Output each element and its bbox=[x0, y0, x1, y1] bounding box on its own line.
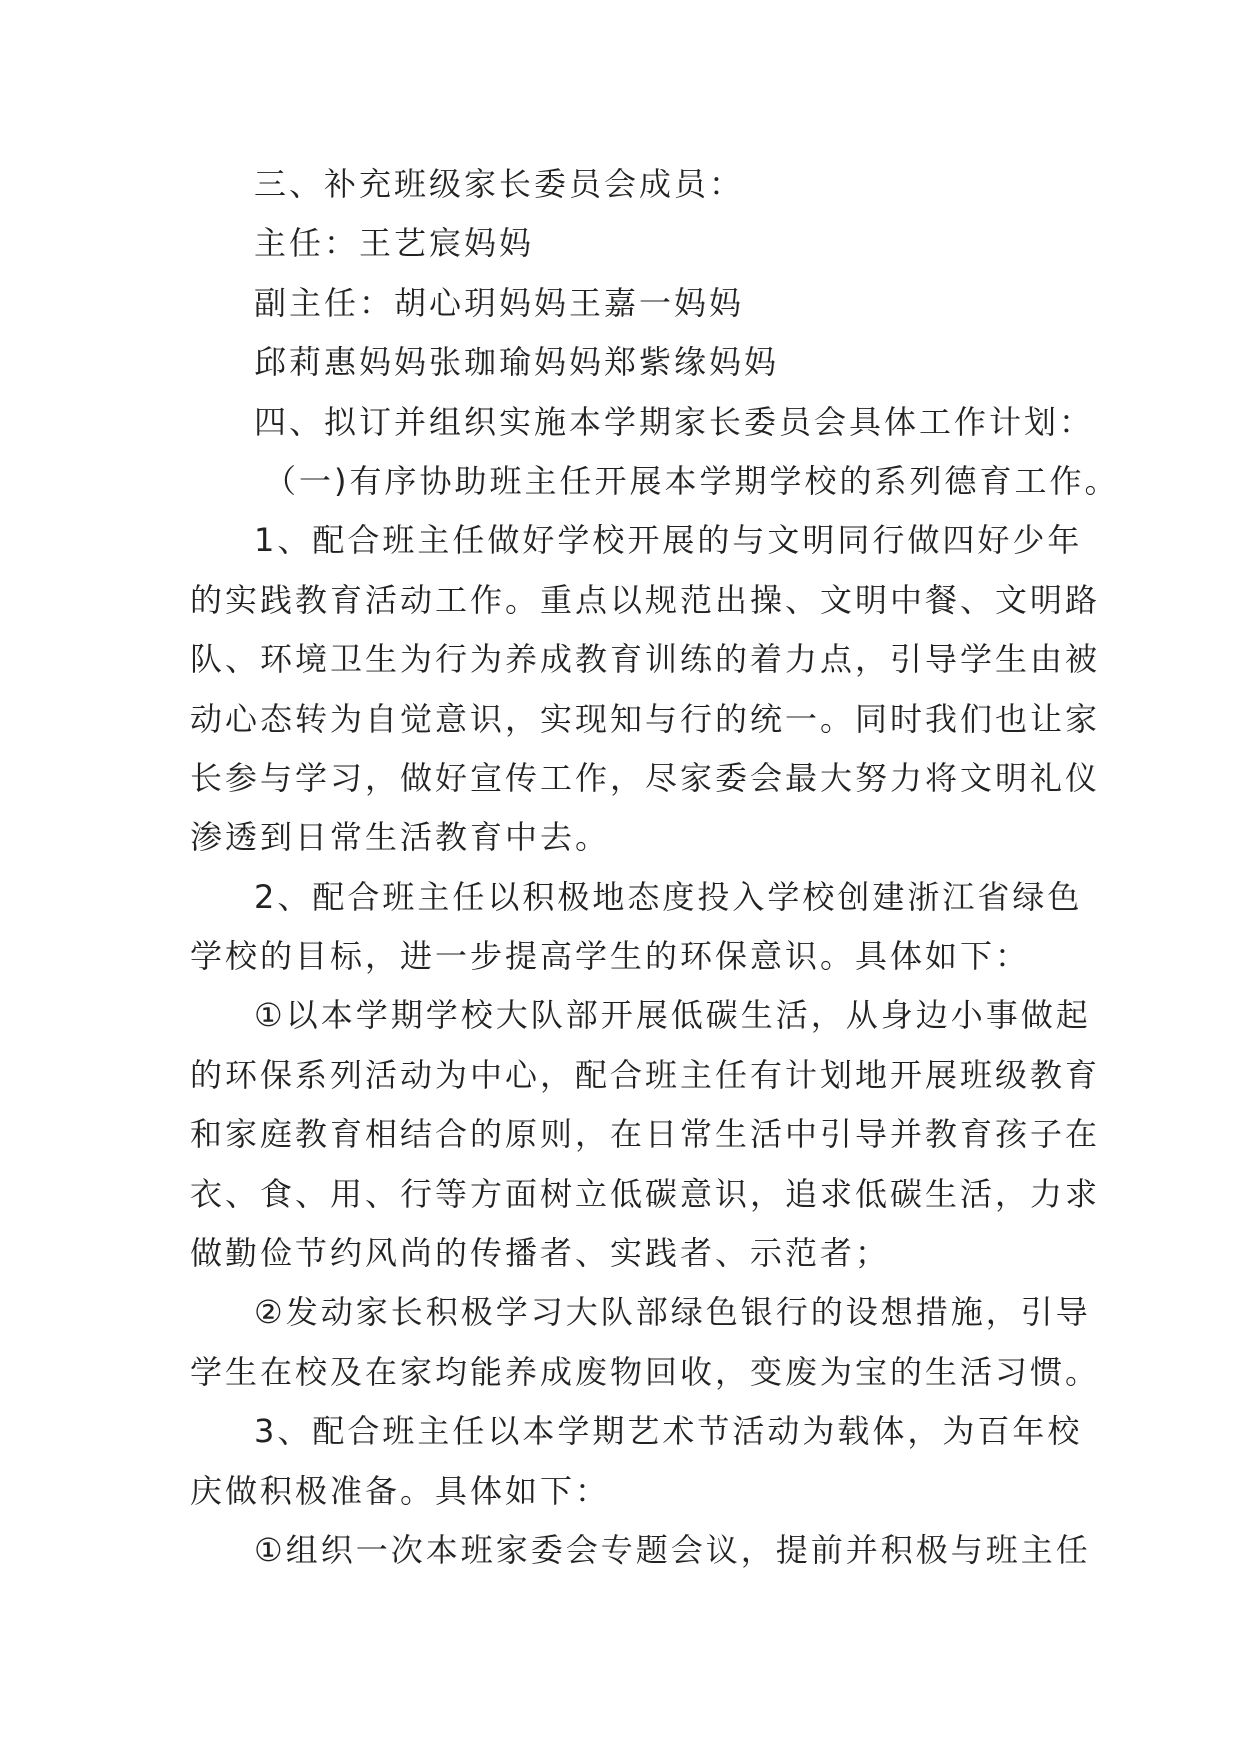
section-heading-4: 四、拟订并组织实施本学期家长委员会具体工作计划： bbox=[254, 402, 1095, 441]
paragraph-line: ①组织一次本班家委会专题会议，提前并积极与班主任 bbox=[254, 1530, 1091, 1569]
section-heading-3: 三、补充班级家长委员会成员： bbox=[254, 165, 745, 203]
director-line: 主任：王艺宸妈妈 bbox=[254, 224, 535, 263]
paragraph-line: 动心态转为自觉意识，实现知与行的统一。同时我们也让家 bbox=[190, 699, 1101, 738]
paragraph-line: 和家庭教育相结合的原则，在日常生活中引导并教育孩子在 bbox=[190, 1115, 1101, 1154]
vice-director-line: 副主任：胡心玥妈妈王嘉一妈妈 bbox=[254, 283, 745, 322]
paragraph-line: 的实践教育活动工作。重点以规范出操、文明中餐、文明路 bbox=[190, 580, 1101, 619]
paragraph-line: 的环保系列活动为中心，配合班主任有计划地开展班级教育 bbox=[190, 1055, 1101, 1094]
paragraph-line: 学生在校及在家均能养成废物回收，变废为宝的生活习惯。 bbox=[190, 1352, 1101, 1391]
paragraph-line: 长参与学习，做好宣传工作，尽家委会最大努力将文明礼仪 bbox=[190, 758, 1101, 797]
paragraph-line: 做勤俭节约风尚的传播者、实践者、示范者； bbox=[190, 1234, 891, 1273]
paragraph-line: 衣、食、用、行等方面树立低碳意识，追求低碳生活，力求 bbox=[190, 1174, 1101, 1213]
paragraph-line: 1、配合班主任做好学校开展的与文明同行做四好少年 bbox=[254, 521, 1083, 560]
paragraph-line: ①以本学期学校大队部开展低碳生活，从身边小事做起 bbox=[254, 996, 1091, 1035]
paragraph-line: 2、配合班主任以积极地态度投入学校创建浙江省绿色 bbox=[254, 877, 1083, 916]
document-page bbox=[190, 155, 1120, 1580]
paragraph-line: ②发动家长积极学习大队部绿色银行的设想措施，引导 bbox=[254, 1293, 1091, 1332]
members-line: 邱莉惠妈妈张珈瑜妈妈郑紫缘妈妈 bbox=[254, 343, 780, 382]
paragraph-line: 队、环境卫生为行为养成教育训练的着力点，引导学生由被 bbox=[190, 640, 1101, 679]
paragraph-line: 庆做积极准备。具体如下： bbox=[190, 1471, 611, 1510]
paragraph-line: 3、配合班主任以本学期艺术节活动为载体，为百年校 bbox=[254, 1412, 1083, 1451]
subsection-heading-1: （一)有序协助班主任开展本学期学校的系列德育工作。 bbox=[264, 461, 1120, 500]
paragraph-line: 学校的目标，进一步提高学生的环保意识。具体如下： bbox=[190, 937, 1031, 976]
paragraph-line: 渗透到日常生活教育中去。 bbox=[190, 818, 611, 857]
